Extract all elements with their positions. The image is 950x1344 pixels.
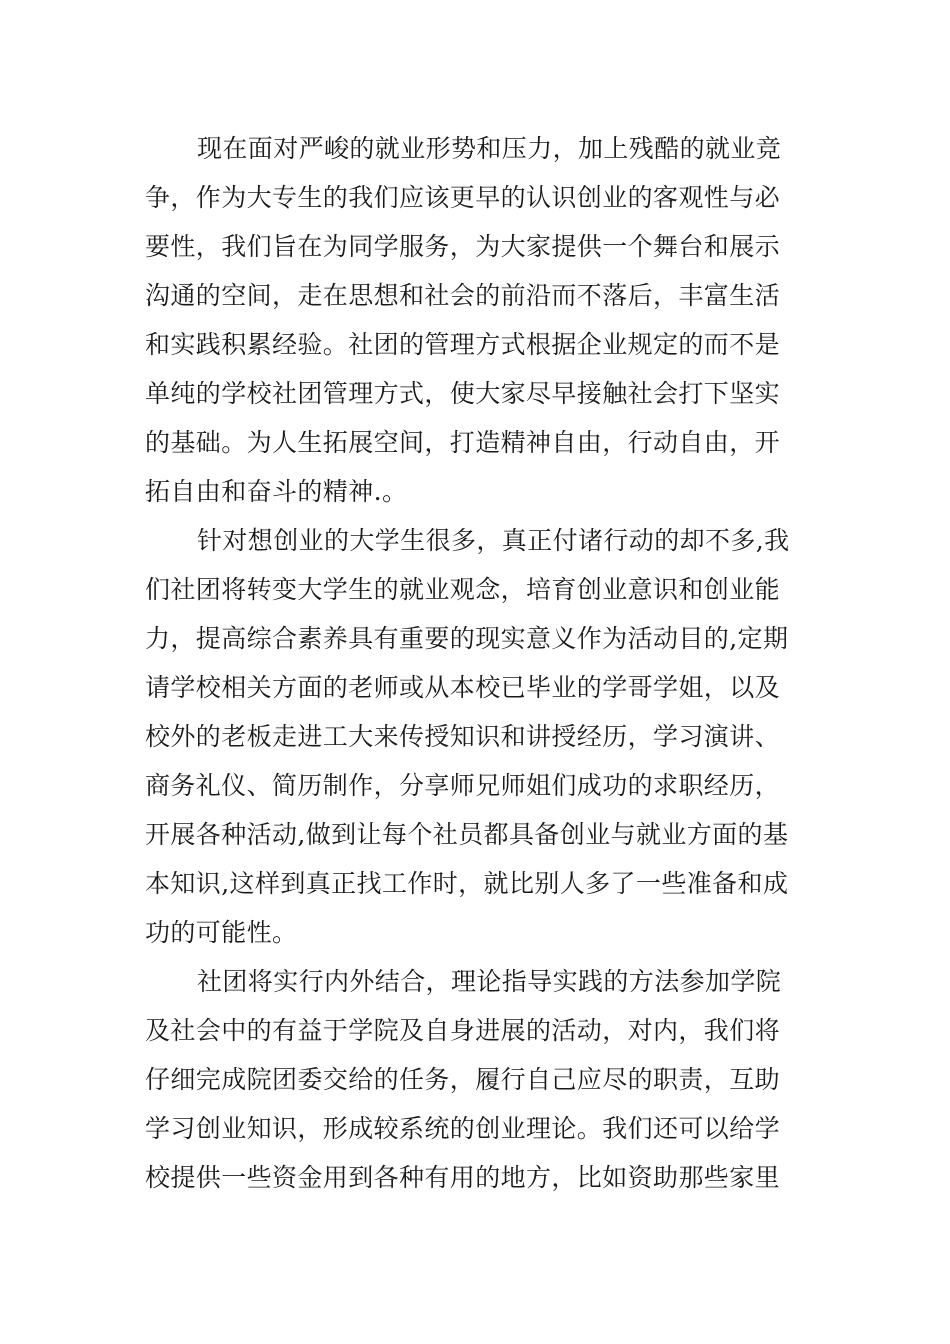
text-line: 拓自由和奋斗的精神.。 (145, 477, 408, 506)
text-line: 及社会中的有益于学院及自身进展的活动，对内，我们将 (145, 1016, 781, 1045)
text-line: 和实践积累经验。社团的管理方式根据企业规定的而不是 (145, 330, 781, 359)
text-line: 单纯的学校社团管理方式，使大家尽早接触社会打下坚实 (145, 379, 781, 408)
text-line: 开展各种活动,做到让每个社员都具备创业与就业方面的基 (145, 820, 789, 849)
text-line: 请学校相关方面的老师或从本校已毕业的学哥学姐，以及 (145, 673, 781, 702)
text-line: 力，提高综合素养具有重要的现实意义作为活动目的,定期 (145, 624, 789, 653)
text-line: 现在面对严峻的就业形势和压力，加上残酷的就业竞 (197, 134, 782, 163)
text-line: 争，作为大专生的我们应该更早的认识创业的客观性与必 (145, 183, 781, 212)
text-line: 学习创业知识，形成较系统的创业理论。我们还可以给学 (145, 1114, 781, 1143)
paragraph-3 (145, 957, 810, 1202)
text-line: 社团将实行内外结合，理论指导实践的方法参加学院 (197, 967, 782, 996)
text-line: 校提供一些资金用到各种有用的地方，比如资助那些家里 (145, 1163, 781, 1192)
text-line: 要性，我们旨在为同学服务，为大家提供一个舞台和展示 (145, 232, 781, 261)
text-line: 针对想创业的大学生很多，真正付诸行动的却不多,我 (197, 526, 790, 555)
text-line: 的基础。为人生拓展空间，打造精神自由，行动自由，开 (145, 428, 781, 457)
document-body (145, 124, 810, 1202)
text-line: 本知识,这样到真正找工作时，就比别人多了一些准备和成 (145, 869, 789, 898)
paragraph-1 (145, 124, 810, 516)
text-line: 商务礼仪、简历制作，分享师兄师姐们成功的求职经历， (145, 771, 781, 800)
paragraph-2 (145, 516, 810, 957)
text-line: 校外的老板走进工大来传授知识和讲授经历，学习演讲、 (145, 722, 781, 751)
text-line: 们社团将转变大学生的就业观念，培育创业意识和创业能 (145, 575, 781, 604)
text-line: 沟通的空间，走在思想和社会的前沿而不落后，丰富生活 (145, 281, 781, 310)
text-line: 仔细完成院团委交给的任务，履行自己应尽的职责，互助 (145, 1065, 781, 1094)
text-line: 功的可能性。 (145, 918, 298, 947)
